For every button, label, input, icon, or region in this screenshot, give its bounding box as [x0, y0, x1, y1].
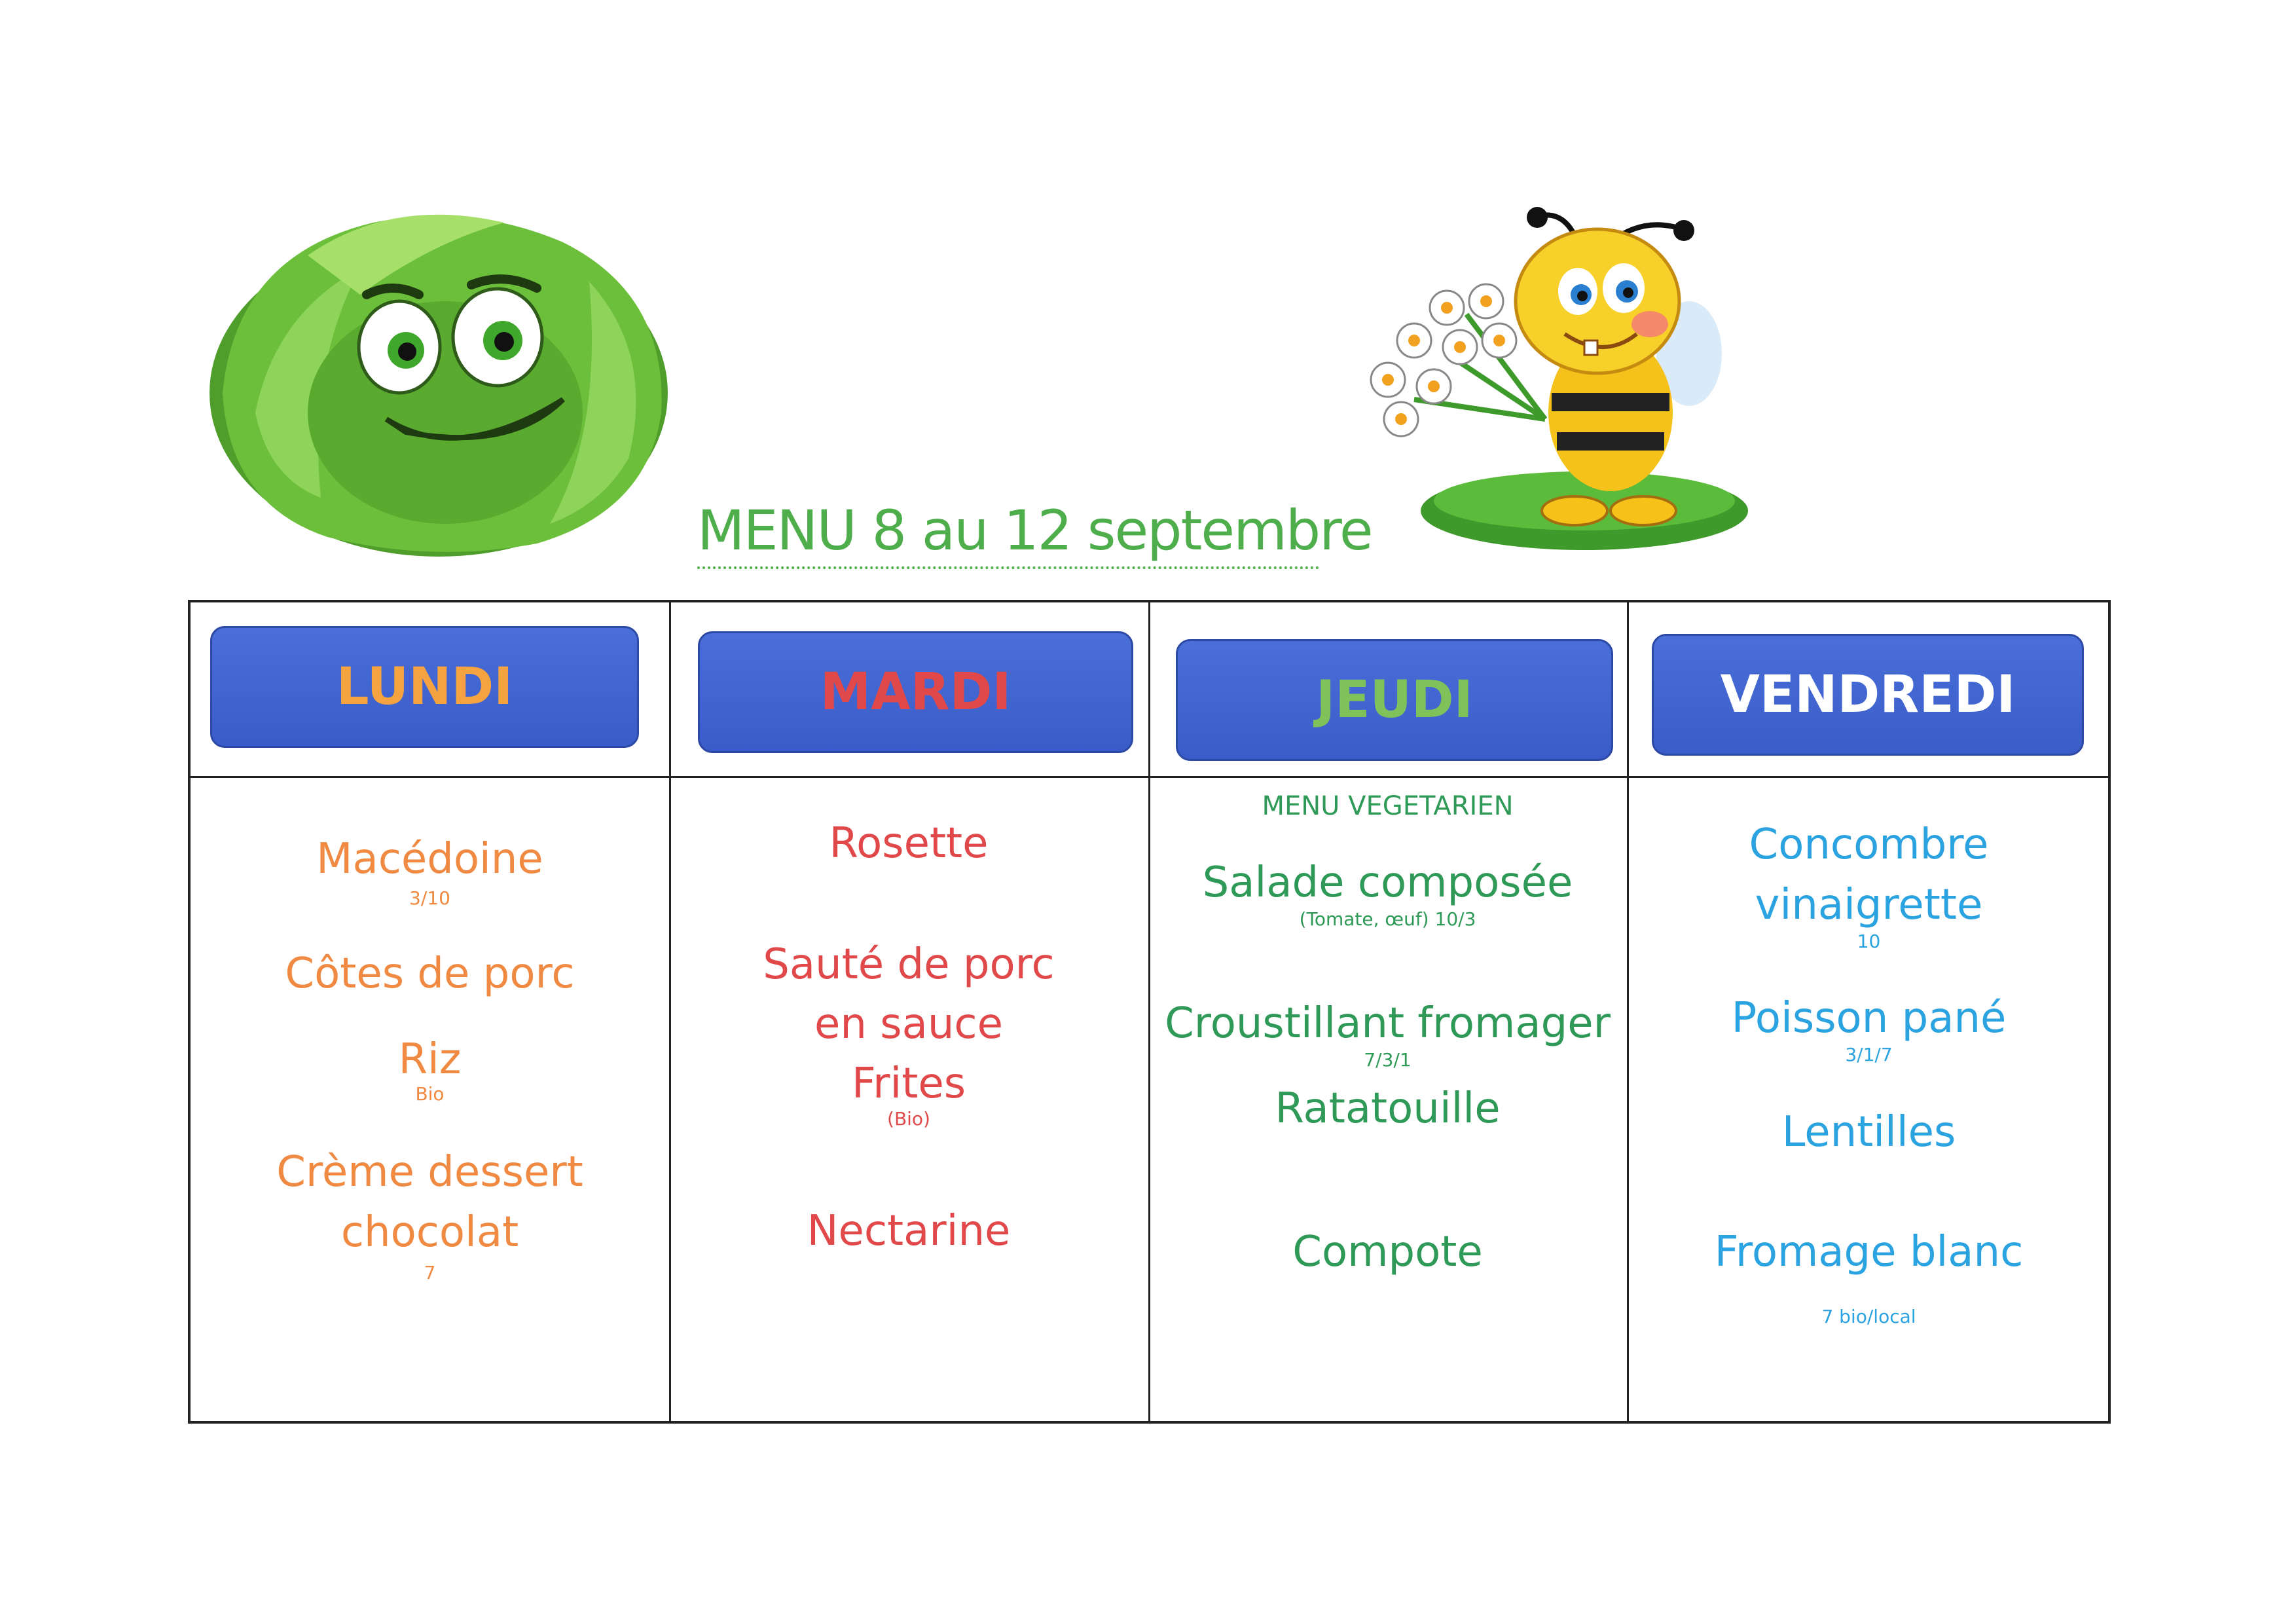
- bee-character-icon: [1349, 203, 1755, 557]
- menu-note: Bio: [415, 1083, 445, 1105]
- menu-item: Crème dessert: [276, 1148, 583, 1196]
- day-header-jeudi: JEUDI: [1176, 639, 1613, 761]
- day-header-mardi: MARDI: [698, 631, 1133, 753]
- menu-item: Croustillant fromager: [1165, 999, 1611, 1048]
- menu-title: MENU 8 au 12 septembre: [697, 494, 1319, 569]
- header-divider: [191, 776, 2108, 778]
- menu-item: Poisson pané: [1731, 994, 2007, 1043]
- menu-item: Fromage blanc: [1714, 1228, 2024, 1276]
- menu-note: 10: [1857, 931, 1881, 952]
- mardi-menu: [669, 779, 1148, 1424]
- day-header-lundi: LUNDI: [210, 626, 639, 748]
- cabbage-character-icon: [196, 196, 681, 563]
- menu-item: Côtes de porc: [285, 950, 575, 998]
- vegetarian-subtitle: MENU VEGETARIEN: [1262, 791, 1514, 821]
- menu-item: Frites: [851, 1060, 966, 1108]
- menu-item: Salade composée: [1202, 858, 1573, 907]
- menu-item: Compote: [1292, 1228, 1483, 1276]
- menu-table: [188, 600, 2111, 1424]
- menu-note: 3/10: [409, 887, 450, 909]
- menu-note: (Tomate, œuf) 10/3: [1299, 908, 1476, 930]
- menu-note: 7/3/1: [1364, 1049, 1412, 1071]
- menu-item: Ratatouille: [1275, 1084, 1501, 1133]
- menu-item: Riz: [398, 1035, 462, 1084]
- menu-item: Concombre: [1749, 821, 1989, 869]
- menu-item: vinaigrette: [1755, 881, 1983, 929]
- menu-item: Macédoine: [316, 835, 543, 883]
- menu-item: chocolat: [340, 1208, 519, 1257]
- menu-item: en sauce: [814, 1000, 1003, 1048]
- menu-item: Nectarine: [807, 1207, 1011, 1255]
- menu-item: Rosette: [829, 819, 989, 868]
- menu-item: Sauté de porc: [763, 940, 1055, 989]
- jeudi-menu: [1148, 779, 1627, 1424]
- menu-note: (Bio): [887, 1108, 930, 1130]
- menu-note: 7: [424, 1262, 436, 1283]
- menu-note: 7 bio/local: [1821, 1306, 1916, 1327]
- day-header-vendredi: VENDREDI: [1652, 634, 2084, 756]
- menu-note: 3/1/7: [1845, 1044, 1893, 1065]
- menu-item: Lentilles: [1781, 1108, 1956, 1156]
- vendredi-menu: [1627, 779, 2111, 1424]
- lundi-menu: [191, 779, 669, 1424]
